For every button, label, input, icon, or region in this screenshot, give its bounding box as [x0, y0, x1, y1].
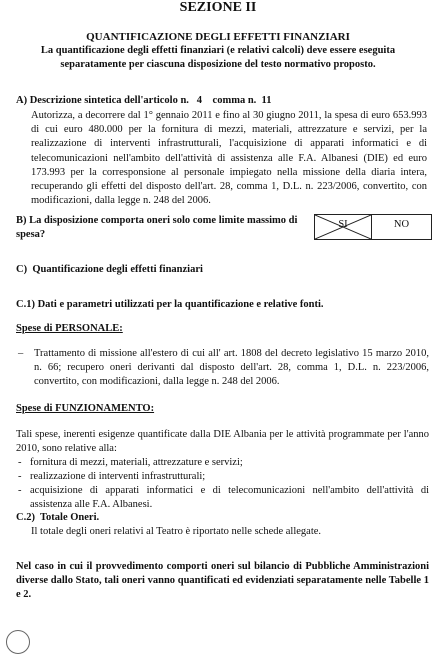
- funzionamento-intro: Tali spese, inerenti esigenze quantificate dalla DIE Albania per le attività programmate per l'anno 2010, sono relative alla:: [16, 429, 429, 454]
- funzionamento-heading: Spese di FUNZIONAMENTO:: [16, 403, 155, 414]
- personale-list: [16, 347, 429, 389]
- subtitle-line-2: separatamente per ciascuna disposizione del testo normativo proposto.: [60, 59, 376, 70]
- personale-heading: Spese di PERSONALE:: [16, 323, 123, 334]
- subtitle-line-1: La quantificazione degli effetti finanziari (e relativi calcoli) deve essere eseguita: [40, 45, 396, 56]
- funzionamento-list: [16, 456, 429, 512]
- section-c2-text: Il totale degli oneri relativi al Teatro è riportato nelle schede allegate.: [31, 526, 322, 537]
- section-c2-heading: C.2) Totale Oneri.: [16, 512, 100, 523]
- list-item: - fornitura di mezzi, materiali, attrezzature e servizi;: [16, 456, 429, 470]
- document-subtitle: [0, 44, 436, 72]
- no-label: NO: [393, 219, 410, 230]
- footer-note: Nel caso in cui il provvedimento comporti oneri sul bilancio di Pubbliche Amministrazioni diverse dallo Stato, tali oneri vanno quantificati ed evidenziati separatamente nelle Tabelle 1 e 2.: [16, 561, 429, 600]
- stamp-seal-icon: [6, 630, 30, 654]
- yes-label: SI: [338, 219, 348, 230]
- yes-no-box: [314, 214, 432, 240]
- section-b-line-1: B) La disposizione comporta oneri solo come limite massimo di: [16, 215, 298, 226]
- list-item: - realizzazione di interventi infrastrutturali;: [16, 470, 429, 484]
- document-title: QUANTIFICAZIONE DEGLI EFFETTI FINANZIARI: [86, 31, 350, 43]
- list-item: – Trattamento di missione all'estero di cui all' art. 1808 del decreto legislativo 15 marzo 2010, n. 66; recupero oneri derivanti dal disposto dell'art. 28, comma 1, D.L. n. 223/2006, convertito, con modificazioni, dalla legge n. 248 del 2006.: [16, 347, 429, 389]
- section-b-line-2: spesa?: [16, 229, 46, 240]
- section-b-question: [16, 214, 297, 242]
- no-option[interactable]: [372, 215, 431, 239]
- section-a-heading: A) Descrizione sintetica dell'articolo n. 4 comma n. 11: [16, 95, 272, 106]
- section-c1-heading: C.1) Dati e parametri utilizzati per la quantificazione e relative fonti.: [16, 299, 324, 310]
- list-item: - acquisizione di apparati informatici e di telecomunicazioni nell'ambito dell'attività di assistenza alle F.A. Albanesi.: [16, 484, 429, 512]
- section-c-heading: C) Quantificazione degli effetti finanziari: [16, 264, 203, 275]
- section-title: SEZIONE II: [179, 0, 257, 15]
- yes-option[interactable]: [315, 215, 372, 239]
- section-a-paragraph: Autorizza, a decorrere dal 1° gennaio 2011 e fino al 30 giugno 2011, la spesa di euro 653.993 di cui euro 480.000 per la fornitura di mezzi, materiali, attrezzature e servizi, per la realizzazione di interventi infrastrutturali, l'acquisizione di apparati informatici e di telecomunicazioni nell'ambito dell'attività di assistenza alle F.A. Albanesi (DIE) ed euro 173.993 per la corresponsione al personale impiegato nella missione della diaria intera, recuperando gli effetti del disposto dell'art. 28, comma 1, D.L. n. 223/2006, convertito, con modificazioni, dalla legge n. 248 del 2006.: [31, 110, 427, 207]
